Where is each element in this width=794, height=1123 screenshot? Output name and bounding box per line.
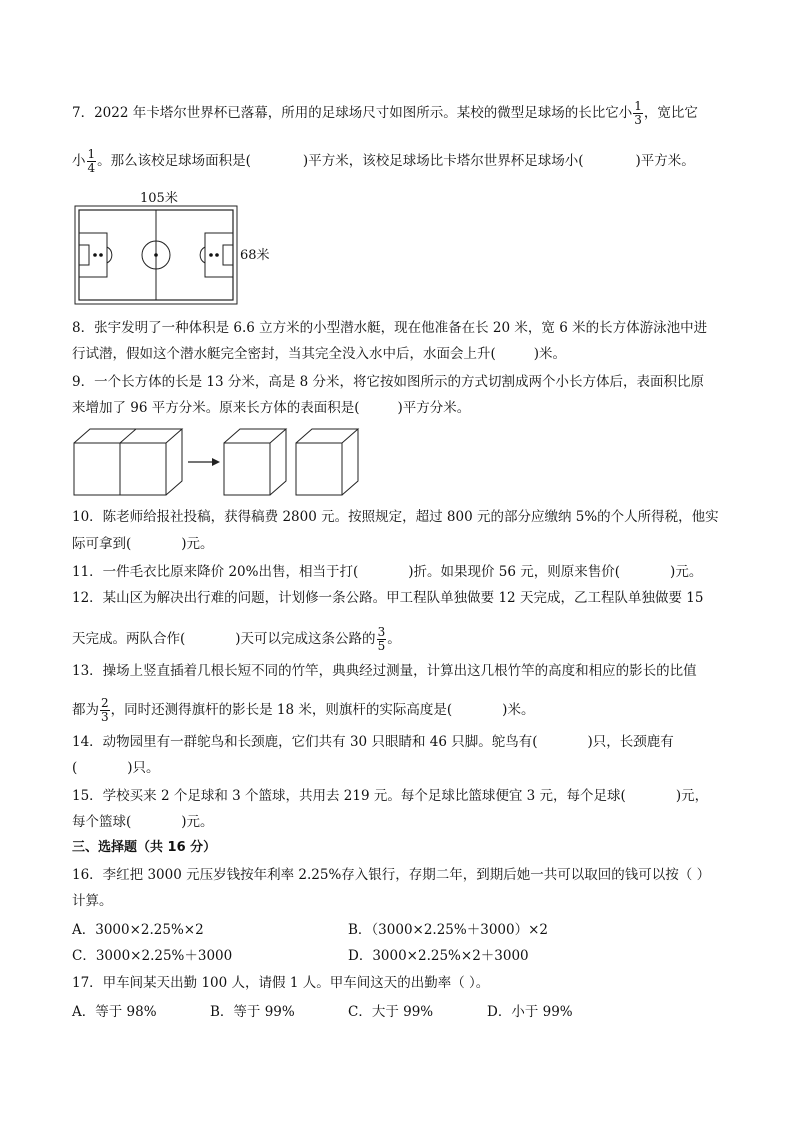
q17-line1: 17．甲车间某天出勤 100 人，请假 1 人。甲车间这天的出勤率（ ）。 [72, 975, 490, 991]
q16-option-d[interactable]: D．3000×2.25%×2＋3000 [348, 948, 529, 964]
small-cuboid-2-front [296, 443, 342, 495]
q16-line1: 16．李红把 3000 元压岁钱按年利率 2.25%存入银行，存期二年，到期后她一共可以取回的钱可以按（ ） [72, 867, 711, 883]
q17-option-c[interactable]: C．大于 99% [348, 1004, 434, 1020]
q9-line2: 来增加了 96 平方分米。原来长方体的表面积是( )平方分米。 [72, 400, 471, 416]
q17-option-b[interactable]: B．等于 99% [210, 1004, 295, 1020]
small-cuboid-1-front [224, 443, 270, 495]
fraction-one-third: $\frac{1}{3}$ [634, 99, 642, 127]
q7-line2: 小 $\frac{1}{4}$ 。那么该校足球场面积是( )平方米，该校足球场比卡塔尔世界杯足球场小( )平方米。 [72, 147, 695, 175]
arrow-head-icon [212, 458, 220, 466]
q8-line2: 行试潜，假如这个潜水艇完全密封，当其完全没入水中后，水面会上升( )米。 [72, 346, 567, 362]
q12-line1: 12．某山区为解决出行难的问题，计划修一条公路。甲工程队单独做要 12 天完成，乙工程队单独做要 15 [72, 590, 704, 606]
field-width-label: 68米 [240, 248, 270, 263]
q16-option-b[interactable]: B．（3000×2.25%＋3000）×2 [348, 922, 548, 938]
q14-line1: 14．动物园里有一群鸵鸟和长颈鹿，它们共有 30 只眼睛和 46 只脚。鸵鸟有( )只，长颈鹿有 [72, 734, 674, 750]
q12-line2: 天完成。两队合作( )天可以完成这条公路的 $\frac{3}{5}$ 。 [72, 625, 401, 653]
q7-line1: 7．2022 年卡塔尔世界杯已落幕，所用的足球场尺寸如图所示。某校的微型足球场的长比它小 $\frac{1}{3}$ ，宽比它 [72, 99, 698, 127]
q17-option-d[interactable]: D．小于 99% [487, 1004, 573, 1020]
small-cuboid-2-top [296, 429, 358, 443]
fraction-two-thirds: $\frac{2}{3}$ [101, 696, 109, 724]
q15-line1: 15．学校买来 2 个足球和 3 个篮球，共用去 219 元。每个足球比篮球便宜 3 元，每个足球( )元， [72, 788, 709, 804]
small-cuboid-1-top [224, 429, 286, 443]
soccer-field-figure [70, 186, 290, 310]
right-penalty-area [205, 233, 233, 277]
q11-line: 11．一件毛衣比原来降价 20%出售，相当于打( )折。如果现价 56 元，则原来售价( )元。 [72, 564, 703, 580]
right-penalty-spot [209, 253, 213, 257]
left-penalty-spot [93, 253, 97, 257]
left-penalty-area [79, 233, 107, 277]
field-length-label: 105米 [140, 191, 178, 206]
left-goal-area [79, 245, 89, 265]
fraction-one-fourth: $\frac{1}{4}$ [87, 147, 96, 175]
original-cuboid-side [166, 429, 182, 495]
original-cuboid-top-cut [120, 429, 136, 443]
q13-line1: 13．操场上竖直插着几根长短不同的竹竿，典典经过测量，计算出这几根竹竿的高度和相应的影长的比值 [72, 663, 697, 679]
q14-line2: ( )只。 [72, 760, 160, 776]
left-penalty-arc [107, 247, 112, 263]
q8-line1: 8．张宇发明了一种体积是 6.6 立方米的小型潜水艇，现在他准备在长 20 米，宽 6 米的长方体游泳池中进 [72, 320, 708, 336]
q16-option-a[interactable]: A．3000×2.25%×2 [72, 922, 204, 938]
right-penalty-arc [200, 247, 205, 263]
q15-line2: 每个篮球( )元。 [72, 814, 214, 830]
q16-line2: 计算。 [72, 893, 113, 909]
q10-line2: 际可拿到( )元。 [72, 536, 214, 552]
small-cuboid-2-side [342, 429, 358, 495]
small-cuboid-1-side [270, 429, 286, 495]
q16-option-c[interactable]: C．3000×2.25%＋3000 [72, 948, 233, 964]
right-goal-area [223, 245, 233, 265]
fraction-three-fifths: $\frac{3}{5}$ [377, 625, 386, 653]
left-spot-2 [99, 253, 103, 257]
q13-line2: 都为 $\frac{2}{3}$ ，同时还测得旗杆的影长是 18 米，则旗杆的实际高度是( )米。 [72, 696, 535, 724]
center-spot [154, 253, 158, 257]
section-title: 三、选择题（共 16 分） [72, 840, 217, 855]
right-spot-2 [215, 253, 219, 257]
q17-option-a[interactable]: A．等于 98% [72, 1004, 157, 1020]
q10-line1: 10．陈老师给报社投稿，获得稿费 2800 元。按照规定，超过 800 元的部分应缴纳 5%的个人所得税，他实 [72, 509, 719, 525]
cuboid-cut-figure [70, 426, 370, 498]
q9-line1: 9．一个长方体的长是 13 分米，高是 8 分米，将它按如图所示的方式切割成两个小长方体后，表面积比原 [72, 374, 705, 390]
